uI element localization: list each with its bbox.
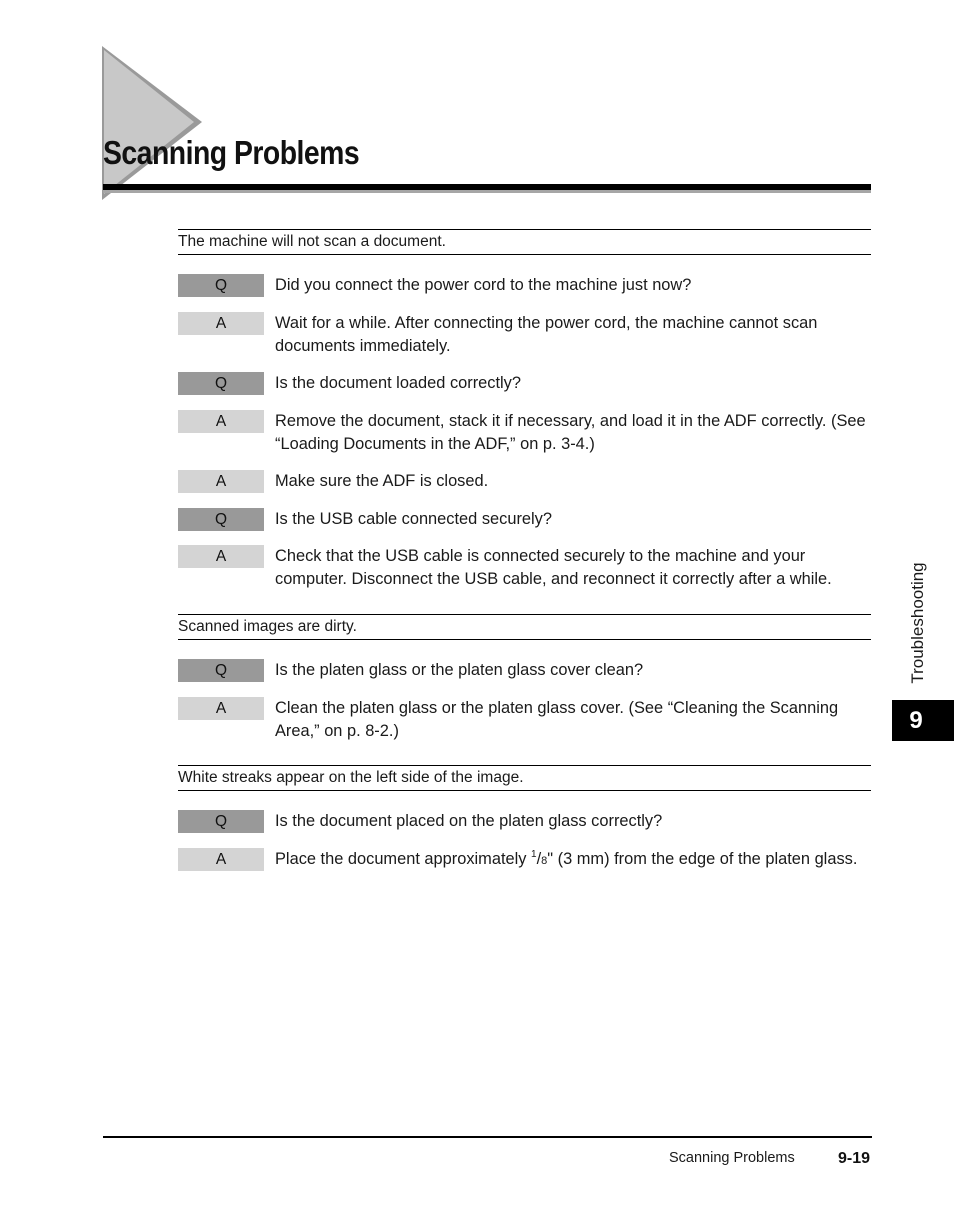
question-text: Is the platen glass or the platen glass cover clean? <box>275 661 644 679</box>
answer-label: A <box>178 410 264 433</box>
section-heading: White streaks appear on the left side of the image. <box>178 765 871 791</box>
answer-text: Make sure the ADF is closed. <box>275 472 489 490</box>
chapter-triangle-graphic <box>100 44 205 202</box>
fraction-denominator: 8 <box>541 855 548 867</box>
answer-text-start: Place the document approximately <box>275 850 532 868</box>
question-label: Q <box>178 659 264 682</box>
question-text: Is the document placed on the platen glass correctly? <box>275 812 663 830</box>
answer-text: Remove the document, stack it if necessary, and load it in the ADF correctly. (See “Loading Documents in the ADF,” on p. 3-4.) <box>275 412 866 453</box>
fraction-slash: / <box>536 850 542 868</box>
question-label: Q <box>178 274 264 297</box>
side-tab-label <box>905 553 931 693</box>
question-label: Q <box>178 508 264 531</box>
answer-label: A <box>178 312 264 335</box>
fraction-numerator: 1 <box>531 849 537 860</box>
side-tab-label-text: Troubleshooting <box>908 562 927 684</box>
page-title: Scanning Problems <box>103 134 360 171</box>
section-heading: Scanned images are dirty. <box>178 614 871 640</box>
answer-label: A <box>178 697 264 720</box>
question-text: Did you connect the power cord to the machine just now? <box>275 276 692 294</box>
footer-rule <box>103 1136 872 1138</box>
section-heading: The machine will not scan a document. <box>178 229 871 255</box>
answer-label: A <box>178 470 264 493</box>
page-number: 9-19 <box>838 1150 871 1167</box>
question-label: Q <box>178 810 264 833</box>
footer-title: Scanning Problems <box>669 1150 795 1166</box>
answer-label: A <box>178 848 264 871</box>
chapter-tab: 9 <box>892 700 954 741</box>
answer-text <box>275 848 875 873</box>
answer-text: Clean the platen glass or the platen glass cover. (See “Cleaning the Scanning Area,” on p. 8-2.) <box>275 699 839 740</box>
question-text: Is the document loaded correctly? <box>275 374 521 392</box>
answer-text: Wait for a while. After connecting the power cord, the machine cannot scan documents immediately. <box>275 314 818 355</box>
title-rule-shadow <box>103 190 871 193</box>
question-text: Is the USB cable connected securely? <box>275 510 552 528</box>
answer-text: Check that the USB cable is connected securely to the machine and your computer. Disconnect the USB cable, and reconnect it correctly after a while. <box>275 547 832 588</box>
answer-label: A <box>178 545 264 568</box>
answer-text-end: " (3 mm) from the edge of the platen glass. <box>547 850 858 868</box>
question-label: Q <box>178 372 264 395</box>
